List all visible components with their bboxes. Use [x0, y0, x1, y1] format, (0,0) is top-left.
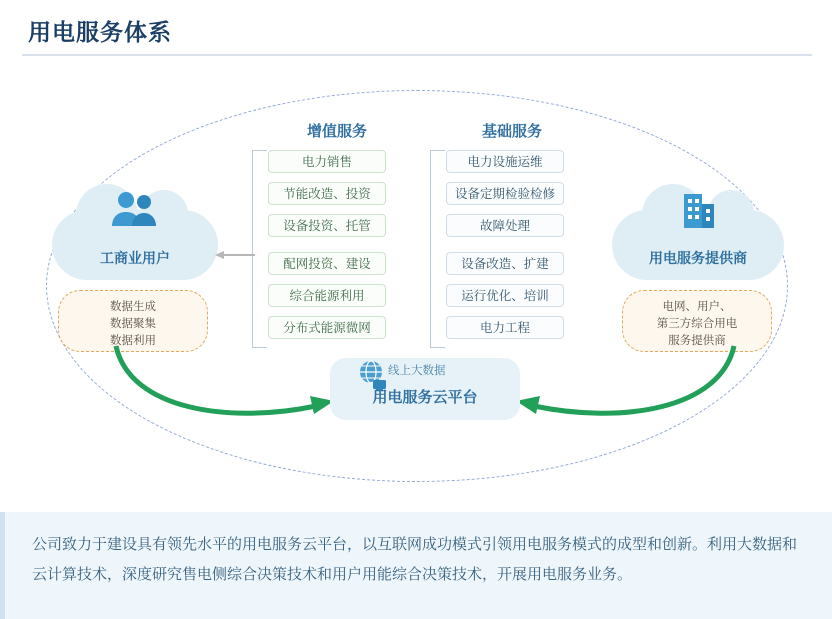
title-divider — [22, 54, 812, 56]
pill-value-1[interactable]: 电力销售 — [268, 150, 386, 173]
bracket-left — [252, 150, 267, 348]
caption-band — [0, 512, 832, 619]
green-curved-arrow-left — [110, 332, 350, 432]
building-icon — [672, 188, 724, 239]
pill-value-3[interactable]: 设备投资、托管 — [268, 214, 386, 237]
pill-value-5[interactable]: 综合能源利用 — [268, 284, 386, 307]
globe-icon — [355, 358, 389, 392]
page-title: 用电服务体系 — [28, 19, 172, 45]
arrow-left-icon — [215, 250, 255, 260]
platform-label: 用电服务云平台 — [372, 389, 478, 406]
pill-basic-2[interactable]: 设备定期检验检修 — [446, 182, 564, 205]
cloud-right-label: 用电服务提供商 — [649, 250, 747, 266]
note-right-line-2: 第三方综合用电 — [656, 318, 738, 330]
cloud-industrial-users[interactable] — [52, 210, 218, 280]
note-left-line-1: 数据生成 — [110, 301, 156, 313]
pill-basic-5[interactable]: 运行优化、培训 — [446, 284, 564, 307]
note-left-line-3: 数据利用 — [110, 335, 156, 347]
note-right-line-1: 电网、用户、 — [662, 301, 732, 313]
platform-badge: 线上大数据 — [388, 365, 446, 377]
diagram-canvas — [0, 62, 832, 512]
note-right-line-3: 服务提供商 — [668, 335, 726, 347]
pill-basic-3[interactable]: 故障处理 — [446, 214, 564, 237]
pill-basic-6[interactable]: 电力工程 — [446, 316, 564, 339]
caption-accent-edge — [0, 512, 5, 619]
pill-value-6[interactable]: 分布式能源微网 — [268, 316, 386, 339]
pill-value-2[interactable]: 节能改造、投资 — [268, 182, 386, 205]
cloud-left-label: 工商业用户 — [100, 250, 170, 266]
bracket-right — [430, 150, 445, 348]
green-curved-arrow-right — [500, 332, 740, 432]
column-heading-value-added: 增值服务 — [306, 123, 367, 140]
column-heading-basic: 基础服务 — [481, 123, 542, 140]
pill-basic-4[interactable]: 设备改造、扩建 — [446, 252, 564, 275]
title-bar — [0, 0, 832, 62]
cloud-service-providers[interactable] — [612, 210, 784, 280]
note-left-line-2: 数据聚集 — [110, 318, 156, 330]
pill-basic-1[interactable]: 电力设施运维 — [446, 150, 564, 173]
users-icon — [106, 188, 164, 237]
pill-value-4[interactable]: 配网投资、建设 — [268, 252, 386, 275]
caption-text: 公司致力于建设具有领先水平的用电服务云平台，以互联网成功模式引领用电服务模式的成型和创新。利用大数据和云计算技术，深度研究售电侧综合决策技术和用户用能综合决策技术，开展用电服务业务。 — [32, 536, 798, 583]
